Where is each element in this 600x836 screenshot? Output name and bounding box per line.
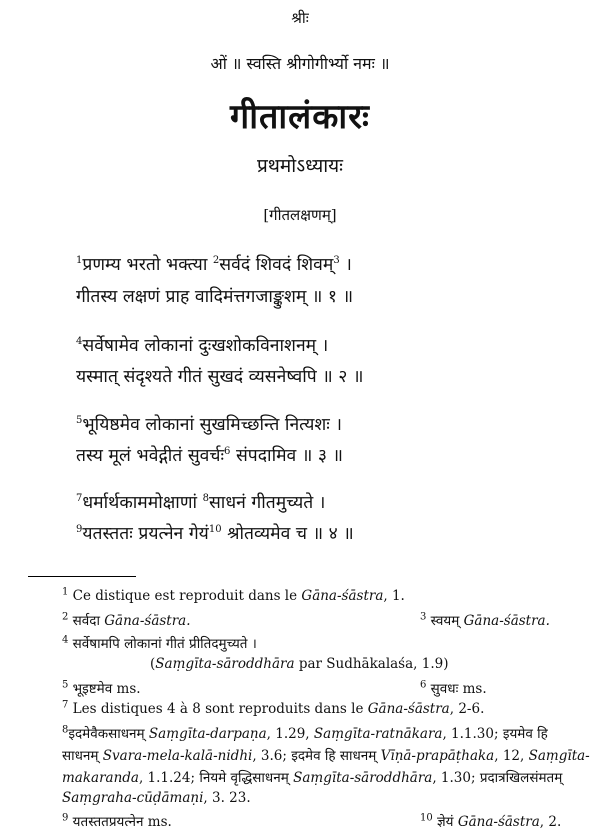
verse-text: श्रोतव्यमेव च ॥ ४ ॥ [221, 524, 354, 544]
footnote-source: Saṃgīta-darpaṇa [148, 726, 267, 742]
footnote-source: Vīṇā-prapāṭhaka [380, 748, 495, 764]
verse-2-line-2: यस्मात् संदृश्यते गीतं सुखदं व्यसनेष्वपि ॥ २ ॥ [76, 367, 364, 387]
footnote-number: 6 [420, 679, 427, 691]
footnote-text: , 2-6. [449, 701, 485, 717]
footnote-text: ज्ञेयं [437, 814, 458, 830]
footnote-source: Gāna-śāstra [457, 814, 540, 830]
footnote-source: Saṃgīta-sāroddhāra [155, 656, 295, 672]
verse-text: भूयिष्ठमेव लोकानां सुखमिच्छन्ति नित्यशः । [82, 415, 343, 435]
footnote-source: Saṃgraha-cūḍāmaṇi [62, 790, 204, 806]
footnote-number: 4 [62, 634, 69, 646]
footnote-marker: 4 [76, 336, 83, 348]
footnote-marker: 10 [208, 524, 222, 536]
footnote-marker: 8 [202, 493, 209, 505]
footnote-source: Gāna-śāstra. [104, 613, 191, 629]
verse-1-line-2: गीतस्य लक्षणं प्राह वादिमंत्तगजाङ्कुशम् ॥ १ ॥ [76, 287, 354, 307]
footnote-text: सर्वदा [72, 613, 105, 629]
footnote-text: इदमेवैकसाधनम् [68, 726, 149, 742]
footnote-number: 5 [62, 679, 69, 691]
footnote-separator [28, 576, 136, 577]
chapter-heading: प्रथमोऽध्यायः [256, 155, 344, 177]
verse-text: धर्मार्थकाममोक्षाणां [82, 493, 203, 513]
footnote-text: , 1.1.30; इयमेव हि [442, 726, 548, 742]
footnote-number: 9 [62, 812, 69, 824]
footnote-number: 3 [420, 611, 427, 623]
footnote-source: Svara-mela-kalā-nidhi [102, 748, 253, 764]
footnote-text: , 2. [539, 814, 562, 830]
invocation-line: ओं ॥ स्वस्ति श्रीगोगीर्भ्यो नमः ॥ [210, 54, 390, 73]
footnote-marker: 5 [76, 415, 83, 427]
footnote-8-line-2 [62, 746, 590, 764]
verse-text: प्रणम्य भरतो भक्त्या [82, 255, 213, 275]
verse-4-line-2 [76, 521, 354, 545]
footnote-text: , 12, [494, 748, 529, 764]
footnote-text: par Sudhākalaśa, 1.9) [294, 656, 449, 672]
footnote-text: साधनम् [62, 748, 103, 764]
footnote-number: 1 [62, 586, 69, 598]
footnote-text: सुवधः ms. [430, 681, 487, 697]
verse-text: । [339, 255, 352, 275]
footnote-1 [62, 588, 405, 604]
footnote-7 [62, 701, 484, 717]
verse-text: सर्वदं शिवदं शिवम् [219, 255, 334, 275]
footnote-text: , 1.1.24; नियमे वृद्धिसाधनम् [138, 770, 294, 786]
footnote-2 [62, 611, 191, 629]
footnote-8-line-3 [62, 768, 562, 786]
footnote-5 [62, 679, 141, 697]
footnote-8-line-1 [62, 724, 548, 742]
invocation-shri: श्रीः [291, 9, 309, 27]
footnote-text: , 1.30; प्रदात्रखिलसंमतम् [432, 770, 563, 786]
page-title: गीतालंकारः [230, 97, 370, 137]
verse-3-line-1 [76, 412, 342, 436]
footnote-text: स्वयम् [430, 613, 464, 629]
verse-text: तस्य मूलं भवेद्गीतं सुवर्चः [76, 446, 225, 466]
footnote-10 [420, 812, 561, 830]
footnote-4-citation [150, 656, 448, 672]
footnote-number: 10 [420, 812, 433, 824]
verse-2-line-1 [76, 333, 328, 357]
verse-text: संपदामिव ॥ ३ ॥ [230, 446, 344, 466]
footnote-3 [420, 611, 550, 629]
footnote-marker: 3 [333, 255, 340, 267]
footnote-marker: 9 [76, 524, 83, 536]
footnote-8-line-4 [62, 790, 251, 806]
footnote-marker: 1 [76, 255, 83, 267]
footnote-text: भूइष्टमेव ms. [72, 681, 141, 697]
footnote-text: ( [150, 656, 156, 672]
footnote-text: , 1. [383, 588, 405, 604]
verse-text: यतस्ततः प्रयत्नेन गेयं [82, 524, 209, 544]
footnote-9 [62, 812, 172, 830]
footnote-source: Gāna-śāstra [301, 588, 384, 604]
footnote-source: makaranda [62, 770, 139, 786]
footnote-source: Saṃgīta-sāroddhāra [293, 770, 433, 786]
footnote-text: Ce distique est reproduit dans le [72, 588, 302, 604]
footnote-4 [62, 634, 257, 652]
footnote-marker: 2 [212, 255, 220, 267]
verse-text: साधनं गीतमुच्यते । [208, 493, 326, 513]
footnote-text: यतस्ततप्रयत्नेन ms. [72, 814, 172, 830]
footnote-number: 2 [62, 611, 69, 623]
footnote-source: Gāna-śāstra [367, 701, 450, 717]
footnote-text: , 3. 23. [203, 790, 251, 806]
section-heading: [गीतलक्षणम्] [263, 206, 337, 224]
footnote-text: , 1.29, [266, 726, 314, 742]
verse-3-line-2 [76, 443, 343, 467]
footnote-source: Saṃgīta- [528, 748, 590, 764]
footnote-text: Les distiques 4 à 8 sont reproduits dans le [72, 701, 368, 717]
footnote-text: , 3.6; इदमेव हि साधनम् [252, 748, 381, 764]
verse-1-line-1 [76, 252, 352, 276]
footnote-text: सर्वेषामपि लोकानां गीतं प्रीतिदमुच्यते । [72, 636, 257, 652]
footnote-number: 7 [62, 699, 69, 711]
footnote-marker: 7 [76, 493, 83, 505]
footnote-number: 8 [62, 724, 69, 736]
footnote-6 [420, 679, 487, 697]
verse-4-line-1 [76, 490, 325, 514]
footnote-source: Gāna-śāstra. [463, 613, 550, 629]
footnote-marker: 6 [224, 446, 231, 458]
footnote-source: Saṃgīta-ratnākara [313, 726, 443, 742]
verse-text: सर्वेषामेव लोकानां दुःखशोकविनाशनम् । [82, 336, 329, 356]
